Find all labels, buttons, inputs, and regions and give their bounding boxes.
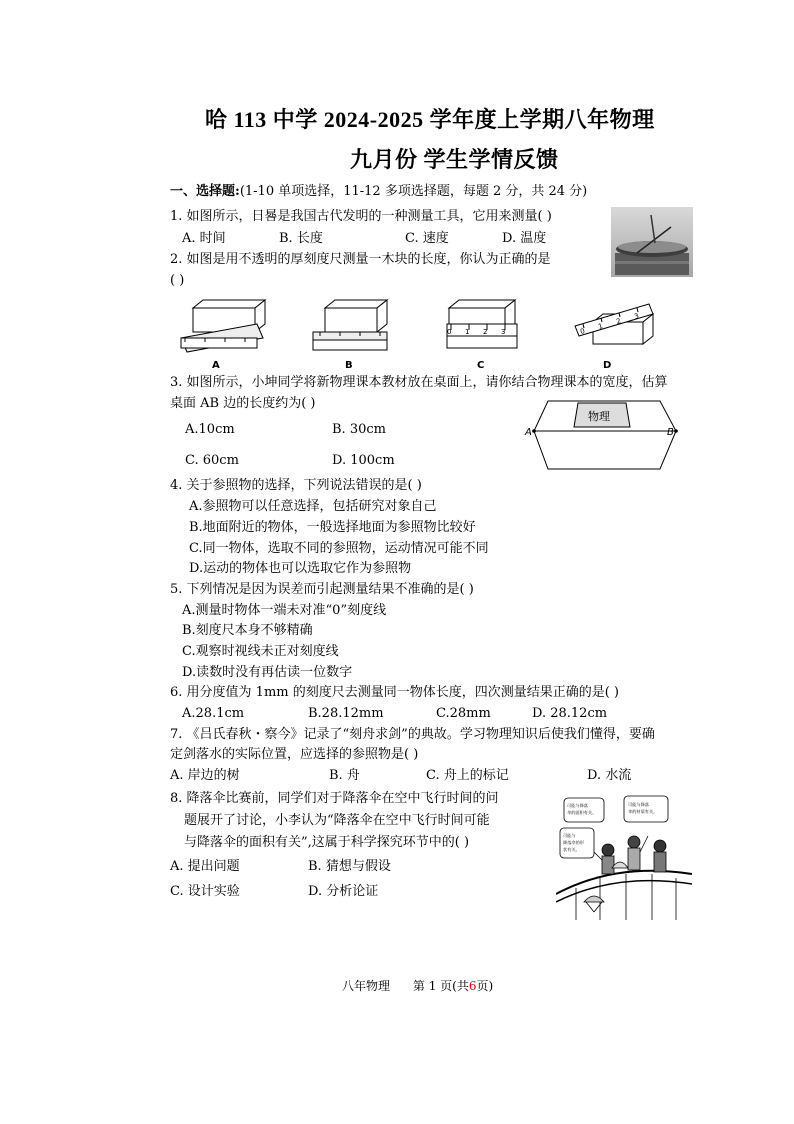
q2-figure-c xyxy=(447,300,517,348)
q6-option-c: C.28mm xyxy=(436,706,491,721)
q8-option-a: A. 提出问题 xyxy=(170,859,240,874)
q5-stem: 5. 下列情况是因为误差而引起测量结果不准确的是( ) xyxy=(170,582,474,597)
footer-page-suffix: 页) xyxy=(476,979,494,993)
q6-option-a: A.28.1cm xyxy=(182,706,245,721)
q2-d-tick-3: 3 xyxy=(633,312,640,321)
bubble-1-line1: 可能与降落 xyxy=(567,803,588,808)
q7-option-c: C. 舟上的标记 xyxy=(426,768,509,783)
q7-option-b: B. 舟 xyxy=(329,768,360,783)
q8-option-c: C. 设计实验 xyxy=(170,884,240,899)
q5-option-d: D.读数时没有再估读一位数字 xyxy=(182,665,353,680)
q2-c-tick-3: 3 xyxy=(501,328,506,336)
q6-option-b: B.28.12mm xyxy=(308,706,384,721)
q8-stem-line1: 8. 降落伞比赛前，同学们对于降落伞在空中飞行时间的问 xyxy=(170,791,499,806)
q2-d-tick-0: 0 xyxy=(579,327,586,336)
q8-option-b: B. 猜想与假设 xyxy=(308,859,391,874)
q2-figure-b xyxy=(313,300,387,350)
q2-c-tick-2: 2 xyxy=(483,328,488,336)
q2-label-c: C xyxy=(477,360,485,371)
q3-point-a: A xyxy=(525,427,532,438)
bubble-3-line2: 降落伞的形 xyxy=(563,840,584,845)
q7-stem: 7. 《吕氏春秋・察今》记录了“刻舟求剑”的典故。学习物理知识后使我们懂得，要确 xyxy=(170,727,655,742)
q2-d-tick-2: 2 xyxy=(615,317,622,326)
q7-option-a: A. 岸边的树 xyxy=(170,768,240,783)
footer-page-prefix: 第 1 页(共 xyxy=(412,979,469,993)
q3-desk-figure xyxy=(520,393,680,475)
q5-option-c: C.观察时视线未正对刻度线 xyxy=(182,644,339,659)
q8-stem-line3: 与降落伞的面积有关”,这属于科学探究环节中的( ) xyxy=(184,835,470,850)
q2-label-a: A xyxy=(212,360,220,371)
q3-option-a: A.10cm xyxy=(185,422,235,437)
q3-stem: 3. 如图所示，小坤同学将新物理课本教材放在桌面上，请你结合物理课本的宽度，估算 xyxy=(170,375,668,390)
q3-option-c: C. 60cm xyxy=(185,453,239,468)
q2-c-tick-0: 0 xyxy=(447,328,452,336)
bubble-2-line2: 伞的材质有关。 xyxy=(628,809,658,814)
page-footer xyxy=(342,977,493,994)
q6-stem: 6. 用分度值为 1mm 的刻度尺去测量同一物体长度，四次测量结果正确的是( ) xyxy=(170,685,620,700)
q7-option-d: D. 水流 xyxy=(587,768,632,783)
q1-stem: 1. 如图所示，日晷是我国古代发明的一种测量工具，它用来测量( ) xyxy=(170,209,552,224)
q7-stem-cont: 定剑落水的实际位置，应选择的参照物是( ) xyxy=(170,747,419,762)
page-title: 哈 113 中学 2024-2025 学年度上学期八年物理 xyxy=(205,107,655,132)
section-heading xyxy=(170,183,587,201)
q3-option-b: B. 30cm xyxy=(332,422,386,437)
q2-label-b: B xyxy=(345,360,353,371)
q3-point-b: B xyxy=(667,427,674,438)
q4-option-b: B.地面附近的物体，一般选择地面为参照物比较好 xyxy=(189,520,476,535)
q2-c-tick-1: 1 xyxy=(465,328,470,336)
q2-figure-a xyxy=(181,300,265,352)
page-subtitle: 九月份 学生学情反馈 xyxy=(350,147,559,172)
bubble-2-line1: 可能与降落 xyxy=(628,802,649,807)
footer-subject: 八年物理 xyxy=(342,979,391,993)
q1-option-b: B. 长度 xyxy=(279,231,323,246)
bubble-3-line3: 状有关。 xyxy=(563,847,580,852)
footer-page-total: 6 xyxy=(468,979,477,993)
q2-d-tick-1: 1 xyxy=(597,322,604,331)
q8-stem-line2: 题展开了讨论，小李认为“降落伞在空中飞行时间可能 xyxy=(184,813,490,828)
q8-option-d: D. 分析论证 xyxy=(308,884,379,899)
bubble-3-line1: 可能与 xyxy=(563,833,576,838)
q2-ruler-figures xyxy=(175,296,670,372)
q1-option-a: A. 时间 xyxy=(182,231,226,246)
q3-option-d: D. 100cm xyxy=(332,453,395,468)
q8-parachute-illustration xyxy=(556,792,692,920)
q5-option-a: A.测量时物体一端未对准“0”刻度线 xyxy=(182,603,387,618)
section-note: (1-10 单项选择，11-12 多项选择题，每题 2 分，共 24 分) xyxy=(239,184,588,199)
sundial-photo xyxy=(611,207,693,277)
bubble-1-line2: 伞的面积有关。 xyxy=(567,810,597,815)
q1-option-c: C. 速度 xyxy=(405,231,449,246)
q3-stem-cont: 桌面 AB 边的长度约为( ) xyxy=(170,396,316,411)
q3-book-label: 物理 xyxy=(588,410,610,423)
q4-option-d: D.运动的物体也可以选取它作为参照物 xyxy=(189,561,412,576)
section-label: 一、选择题: xyxy=(170,184,240,199)
q2-figure-d xyxy=(575,304,653,344)
q2-label-d: D xyxy=(603,360,612,371)
q6-option-d: D. 28.12cm xyxy=(532,706,608,721)
q4-option-a: A.参照物可以任意选择，包括研究对象自己 xyxy=(189,499,437,514)
q4-option-c: C.同一物体，选取不同的参照物，运动情况可能不同 xyxy=(189,541,489,556)
q2-stem-cont: ( ) xyxy=(170,273,185,288)
q4-stem: 4. 关于参照物的选择，下列说法错误的是( ) xyxy=(170,478,422,493)
q5-option-b: B.刻度尺本身不够精确 xyxy=(182,623,313,638)
q1-option-d: D. 温度 xyxy=(502,231,547,246)
q2-stem: 2. 如图是用不透明的厚刻度尺测量一木块的长度，你认为正确的是 xyxy=(170,252,551,267)
